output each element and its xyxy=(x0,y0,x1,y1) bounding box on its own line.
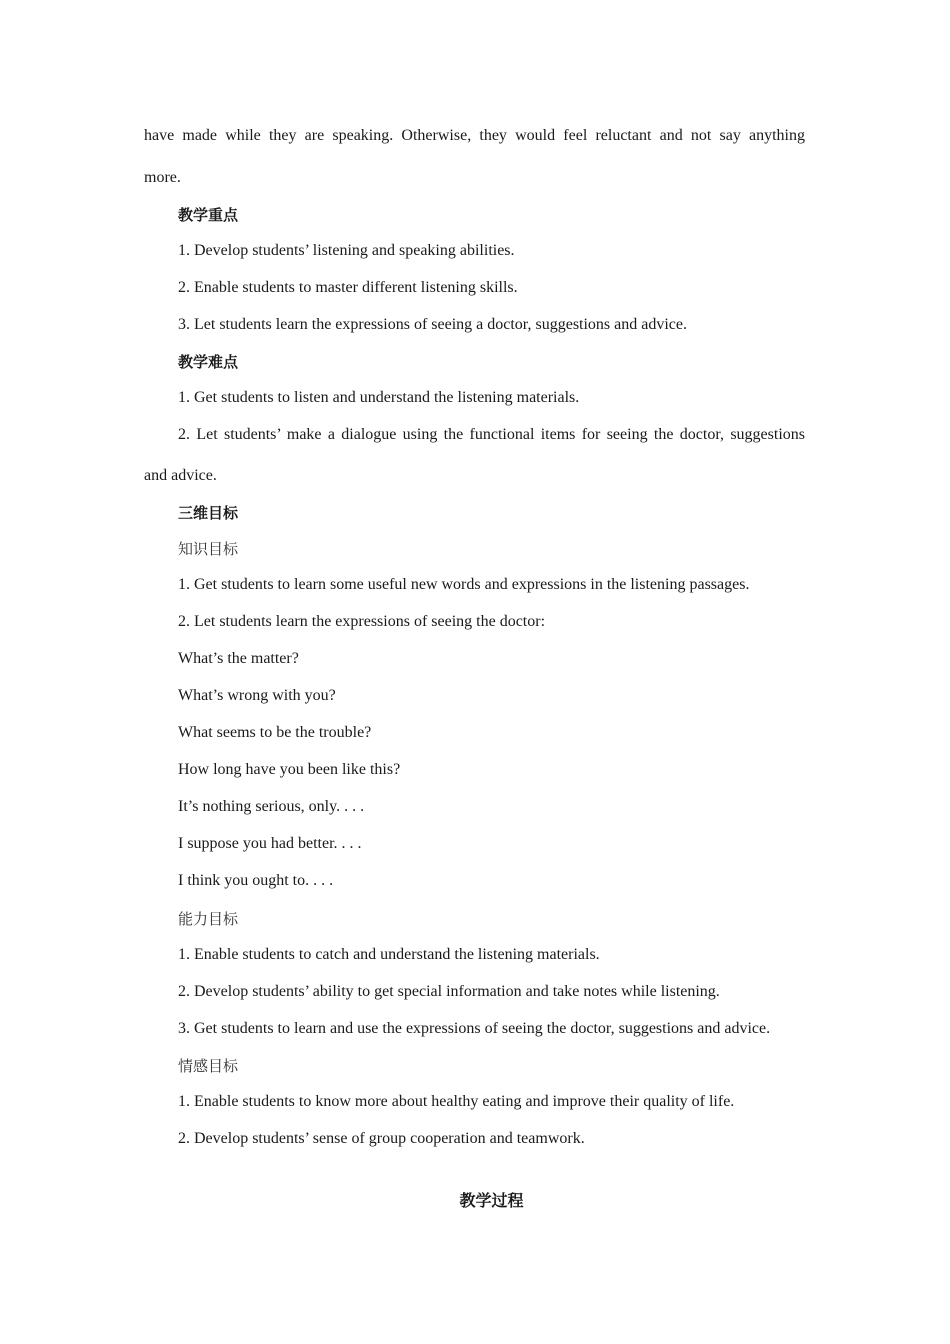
ability-item: 3. Get students to learn and use the expressions of seeing the doctor, suggestions and advice. xyxy=(178,1020,771,1037)
key-point-item: 3. Let students learn the expressions of seeing a doctor, suggestions and advice. xyxy=(178,316,688,333)
ability-item: 2. Develop students’ ability to get special information and take notes while listening. xyxy=(178,983,720,1000)
knowledge-objectives-heading: 知识目标 xyxy=(178,540,239,558)
difficult-points-heading: 教学难点 xyxy=(178,353,239,371)
expression-line: It’s nothing serious, only. . . . xyxy=(178,798,365,815)
ability-item: 1. Enable students to catch and understand the listening materials. xyxy=(178,946,600,963)
intro-line-2: more. xyxy=(144,169,181,186)
teaching-process-heading: 教学过程 xyxy=(459,1191,524,1210)
objectives-heading: 三维目标 xyxy=(178,504,239,522)
intro-line-1: have made while they are speaking. Otherwise, they would feel reluctant and not say anything xyxy=(144,127,805,144)
difficult-point-item: 1. Get students to listen and understand the listening materials. xyxy=(178,389,580,406)
emotion-objectives-heading: 情感目标 xyxy=(178,1057,239,1075)
expression-line: What’s the matter? xyxy=(178,650,299,667)
difficult-point-continuation: and advice. xyxy=(144,467,217,484)
ability-objectives-heading: 能力目标 xyxy=(178,910,239,928)
expression-line: I think you ought to. . . . xyxy=(178,872,334,889)
difficult-point-item: 2. Let students’ make a dialogue using the functional items for seeing the doctor, suggestions xyxy=(178,426,805,443)
knowledge-item: 2. Let students learn the expressions of seeing the doctor: xyxy=(178,613,546,630)
key-point-item: 1. Develop students’ listening and speaking abilities. xyxy=(178,242,515,259)
expression-line: I suppose you had better. . . . xyxy=(178,835,362,852)
emotion-item: 1. Enable students to know more about healthy eating and improve their quality of life. xyxy=(178,1093,735,1110)
expression-line: What’s wrong with you? xyxy=(178,687,336,704)
key-point-item: 2. Enable students to master different listening skills. xyxy=(178,279,518,296)
expression-line: What seems to be the trouble? xyxy=(178,724,372,741)
knowledge-item: 1. Get students to learn some useful new words and expressions in the listening passages. xyxy=(178,576,750,593)
expression-line: How long have you been like this? xyxy=(178,761,401,778)
key-points-heading: 教学重点 xyxy=(178,206,239,224)
emotion-item: 2. Develop students’ sense of group cooperation and teamwork. xyxy=(178,1130,585,1147)
